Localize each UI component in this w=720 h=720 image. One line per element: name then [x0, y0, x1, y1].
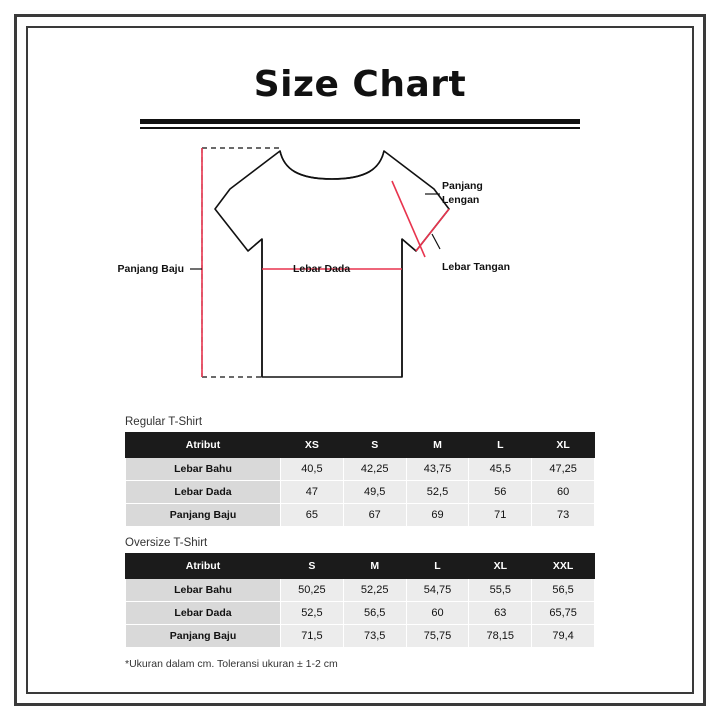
cell: 49,5 — [343, 481, 406, 504]
cell: 73,5 — [343, 625, 406, 648]
page-content — [40, 40, 680, 680]
oversize-table-caption: Oversize T-Shirt — [125, 537, 208, 549]
header-size-xl: XL — [469, 554, 532, 579]
header-size-m: M — [406, 433, 469, 458]
cell: 73 — [532, 504, 595, 527]
label-panjang-lengan-line2: Lengan — [442, 194, 480, 206]
header-size-l: L — [406, 554, 469, 579]
table-row — [126, 579, 595, 602]
cell: 40,5 — [281, 458, 344, 481]
cell: 56 — [469, 481, 532, 504]
cell: 56,5 — [532, 579, 595, 602]
table-header-row — [126, 554, 595, 579]
label-lebar-dada: Lebar Dada — [293, 263, 351, 275]
header-attribut: Atribut — [126, 554, 281, 579]
table-row — [126, 504, 595, 527]
cell: 65 — [281, 504, 344, 527]
row-label: Lebar Bahu — [126, 579, 281, 602]
cell: 65,75 — [532, 602, 595, 625]
cell: 42,25 — [343, 458, 406, 481]
header-size-xl: XL — [532, 433, 595, 458]
row-label: Lebar Bahu — [126, 458, 281, 481]
regular-table-caption: Regular T-Shirt — [125, 416, 203, 428]
title-rule-thick — [140, 119, 580, 124]
cell: 52,5 — [406, 481, 469, 504]
label-panjang-lengan-line1: Panjang — [442, 180, 483, 192]
cell: 55,5 — [469, 579, 532, 602]
cell: 47 — [281, 481, 344, 504]
row-label: Lebar Dada — [126, 481, 281, 504]
row-label: Lebar Dada — [126, 602, 281, 625]
title-rule-thin — [140, 127, 580, 129]
header-size-l: L — [469, 433, 532, 458]
cell: 63 — [469, 602, 532, 625]
header-size-s: S — [343, 433, 406, 458]
oversize-size-table — [125, 553, 595, 648]
cell: 78,15 — [469, 625, 532, 648]
cell: 71,5 — [281, 625, 344, 648]
cell: 60 — [532, 481, 595, 504]
tshirt-illustration — [40, 139, 680, 399]
cell: 50,25 — [281, 579, 344, 602]
cell: 67 — [343, 504, 406, 527]
header-size-xs: XS — [281, 433, 344, 458]
row-label: Panjang Baju — [126, 504, 281, 527]
header-size-m: M — [343, 554, 406, 579]
table-header-row — [126, 433, 595, 458]
cell: 56,5 — [343, 602, 406, 625]
label-lebar-tangan: Lebar Tangan — [442, 261, 511, 273]
cell: 45,5 — [469, 458, 532, 481]
cell: 75,75 — [406, 625, 469, 648]
measurement-note: *Ukuran dalam cm. Toleransi ukuran ± 1-2 cm — [125, 658, 338, 670]
table-row — [126, 458, 595, 481]
cell: 54,75 — [406, 579, 469, 602]
table-row — [126, 625, 595, 648]
regular-size-table — [125, 432, 595, 527]
cell: 79,4 — [532, 625, 595, 648]
header-attribut: Atribut — [126, 433, 281, 458]
tables-area — [125, 414, 595, 670]
header-size-s: S — [281, 554, 344, 579]
row-label: Panjang Baju — [126, 625, 281, 648]
cell: 52,5 — [281, 602, 344, 625]
cell: 71 — [469, 504, 532, 527]
cell: 47,25 — [532, 458, 595, 481]
label-panjang-baju: Panjang Baju — [117, 263, 184, 275]
regular-tshirt-table-block — [125, 416, 595, 527]
oversize-tshirt-table-block — [125, 537, 595, 648]
cell: 43,75 — [406, 458, 469, 481]
cell: 52,25 — [343, 579, 406, 602]
title-underline — [140, 119, 580, 129]
page-title: Size Chart — [253, 64, 467, 105]
cell: 60 — [406, 602, 469, 625]
header-size-xxl: XXL — [532, 554, 595, 579]
table-row — [126, 602, 595, 625]
table-row — [126, 481, 595, 504]
cell: 69 — [406, 504, 469, 527]
